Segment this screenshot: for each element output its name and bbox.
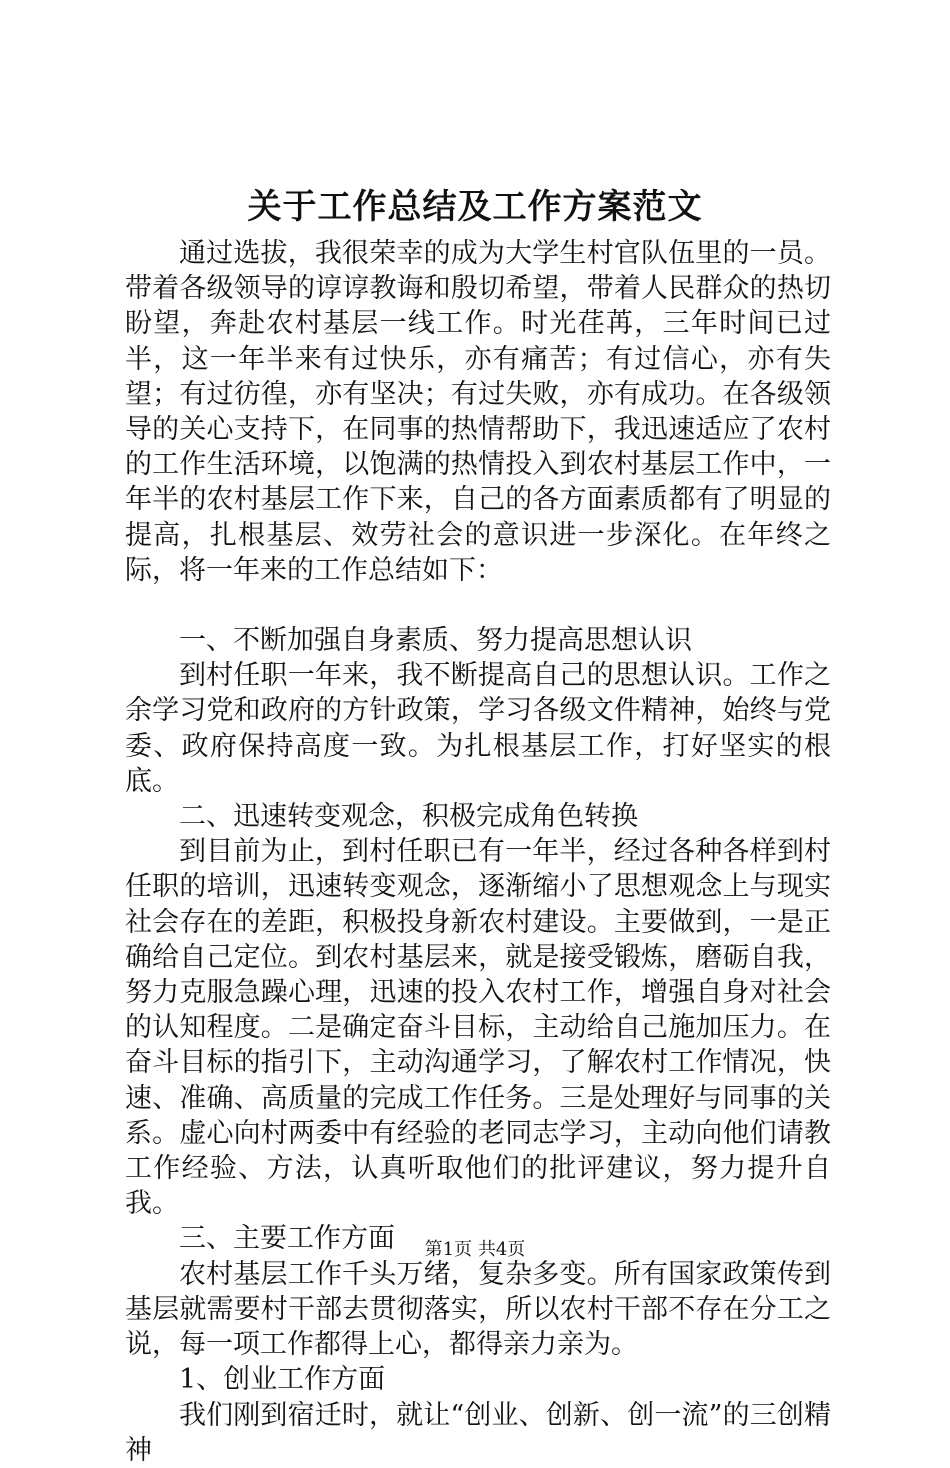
subsection-heading-1: 1、创业工作方面 [179,1364,386,1396]
section-heading-1: 一、不断加强自身素质、努力提高思想认识 [179,625,692,657]
intro-paragraph: 通过选拔，我很荣幸的成为大学生村官队伍里的一员。带着各级领导的谆谆教诲和殷切希望，带着人民群众的热切盼望，奔赴农村基层一线工作。时光荏苒，三年时间已过半，这一年半来有过快乐，亦有痛苦；有过信心，亦有失望；有过彷徨，亦有坚决；有过失败，亦有成功。在各级领导的关心支持下，在同事的热情帮助下，我迅速适应了农村的工作生活环境，以饱满的热情投入到农村基层工作中，一年半的农村基层工作下来，自己的各方面素质都有了明显的提高，扎根基层、效劳社会的意识进一步深化。在年终之际，将一年来的工作总结如下： [125,238,831,586]
section-paragraph-3: 农村基层工作千头万绪，复杂多变。所有国家政策传到基层就需要村干部去贯彻落实，所以农村干部不存在分工之说，每一项工作都得上心，都得亲力亲为。 [125,1258,831,1361]
section-paragraph-1: 到村任职一年来，我不断提高自己的思想认识。工作之余学习党和政府的方针政策，学习各级文件精神，始终与党委、政府保持高度一致。为扎根基层工作，打好坚实的根底。 [125,660,831,797]
document-body [125,236,831,1468]
page-footer: 第1页 共4页 [424,1239,526,1260]
section-heading-3: 三、主要工作方面 [179,1223,395,1255]
subsection-paragraph-1: 我们刚到宿迁时，就让“创业、创新、创一流”的三创精神 [125,1399,831,1466]
section-paragraph-2: 到目前为止，到村任职已有一年半，经过各种各样到村任职的培训，迅速转变观念，逐渐缩小了思想观念上与现实社会存在的差距，积极投身新农村建设。主要做到，一是正确给自己定位。到农村基层来，就是接受锻炼，磨砺自我，努力克服急躁心理，迅速的投入农村工作，增强自身对社会的认知程度。二是确定奋斗目标，主动给自己施加压力。在奋斗目标的指引下，主动沟通学习，了解农村工作情况，快速、准确、高质量的完成工作任务。三是处理好与同事的关系。虚心向村两委中有经验的老同志学习，主动向他们请教工作经验、方法，认真听取他们的批评建议，努力提升自我。 [125,836,831,1220]
document-title: 关于工作总结及工作方案范文 [247,187,703,227]
section-heading-2: 二、迅速转变观念，积极完成角色转换 [179,801,638,833]
